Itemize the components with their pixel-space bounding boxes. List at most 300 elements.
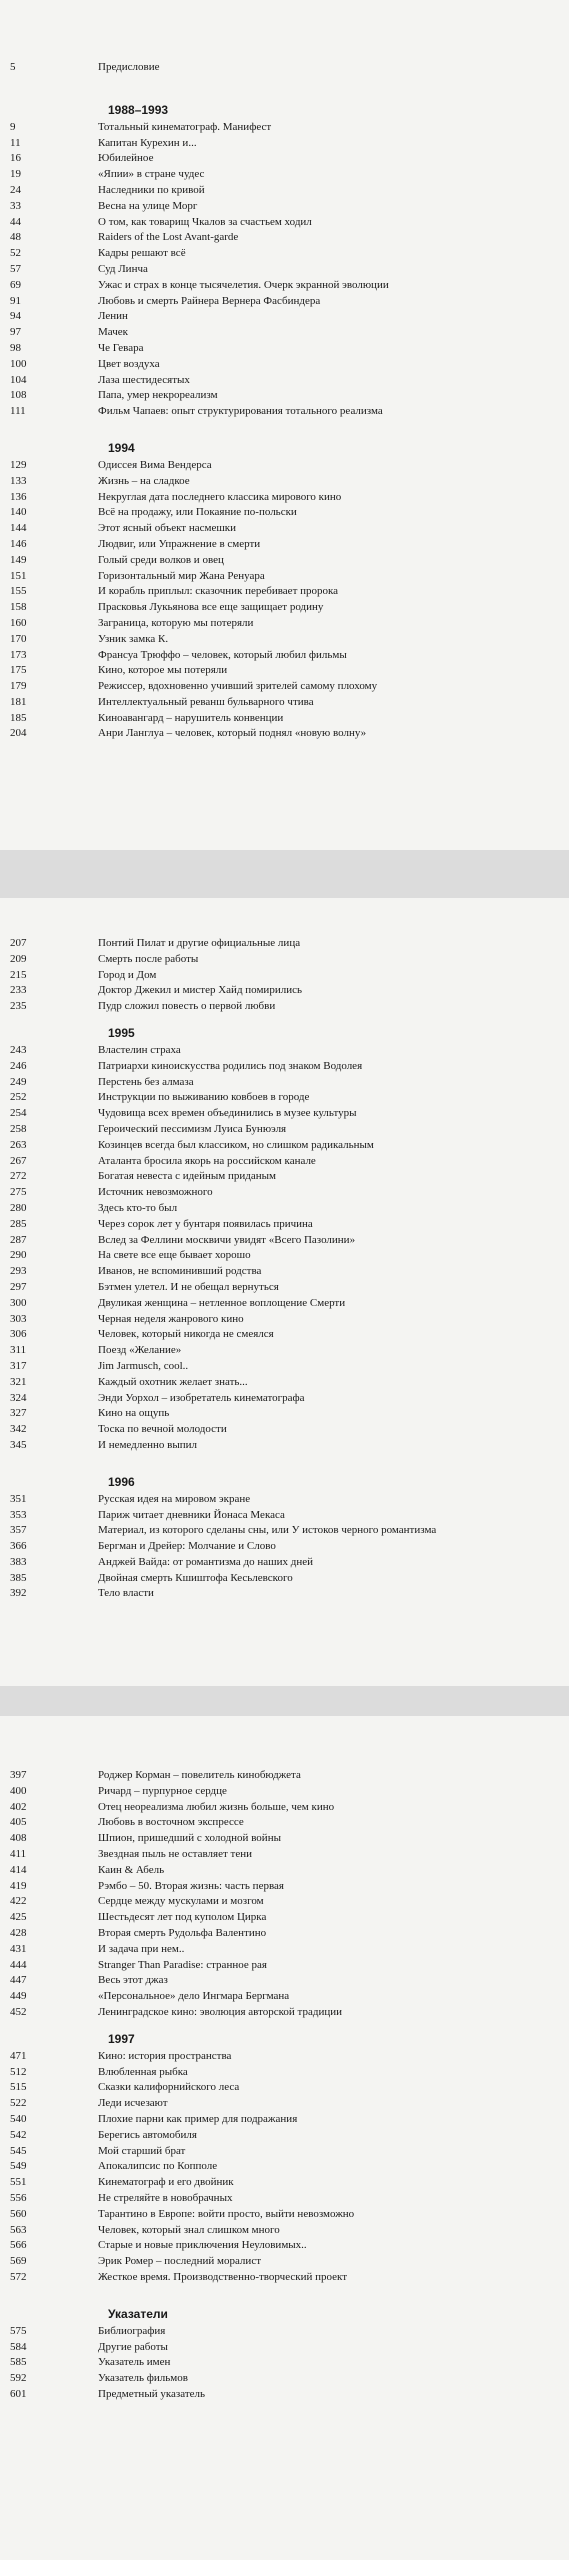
entry-title: Другие работы — [98, 2340, 168, 2353]
section-heading: 1994 — [108, 440, 135, 455]
toc-entry — [10, 2207, 569, 2223]
entry-title: Леди исчезают — [98, 2097, 168, 2110]
page-number: 383 — [10, 1555, 27, 1568]
entry-title: Двойная смерть Кшиштофа Кесьлевского — [98, 1571, 293, 1584]
page-number: 215 — [10, 968, 27, 981]
toc-entry — [10, 1075, 569, 1091]
toc-entry — [10, 2144, 569, 2160]
page-3-content — [10, 1768, 569, 2403]
page-number: 173 — [10, 648, 27, 661]
entry-title: Мой старший брат — [98, 2144, 186, 2157]
toc-entry — [10, 490, 569, 506]
entry-title: Некруглая дата последнего классика мирового кино — [98, 490, 342, 503]
toc-entry — [10, 388, 569, 404]
toc-entry — [10, 1406, 569, 1422]
page-2 — [0, 898, 569, 1686]
entry-title: Raiders of the Lost Avant-garde — [98, 231, 239, 244]
toc-entry — [10, 167, 569, 183]
entry-title: Рэмбо – 50. Вторая жизнь: часть первая — [98, 1879, 284, 1892]
entry-title: Указатель имен — [98, 2356, 171, 2369]
toc-entry — [10, 553, 569, 569]
page-number: 366 — [10, 1540, 27, 1553]
section-heading: Указатели — [108, 2306, 168, 2321]
page-number: 321 — [10, 1375, 27, 1388]
toc-entry — [10, 2254, 569, 2270]
entry-title: Властелин страха — [98, 1043, 181, 1056]
page-number: 592 — [10, 2372, 27, 2385]
entry-title: Указатель фильмов — [98, 2372, 188, 2385]
entry-title: Jim Jarmusch, cool.. — [98, 1359, 189, 1372]
toc-entry — [10, 1847, 569, 1863]
toc-entry — [10, 151, 569, 167]
page-number: 306 — [10, 1328, 27, 1341]
page-number: 48 — [10, 231, 21, 244]
page-number: 179 — [10, 680, 27, 693]
page-number: 575 — [10, 2324, 27, 2337]
toc-section — [10, 2029, 569, 2286]
page-number: 287 — [10, 1233, 27, 1246]
toc-entry — [10, 1942, 569, 1958]
toc-entry — [10, 2270, 569, 2286]
toc-entry — [10, 1815, 569, 1831]
section-heading: 1996 — [108, 1474, 135, 1489]
page-3-sections — [10, 2029, 569, 2403]
toc-entry — [10, 2112, 569, 2128]
toc-entry — [10, 1122, 569, 1138]
entry-title: Мачек — [98, 326, 128, 339]
page-number: 69 — [10, 278, 21, 291]
toc-entry — [10, 1391, 569, 1407]
toc-entry — [10, 1586, 569, 1602]
entry-title: Прасковья Лукьянова все еще защищает родину — [98, 601, 324, 614]
entry-title: Влюбленная рыбка — [98, 2065, 188, 2078]
page-number: 542 — [10, 2128, 27, 2141]
toc-entry — [10, 2191, 569, 2207]
page-number: 19 — [10, 168, 21, 181]
page-number: 425 — [10, 1911, 27, 1924]
toc-entry — [10, 2096, 569, 2112]
page-number: 311 — [10, 1344, 27, 1357]
entry-title: Stranger Than Paradise: странное рая — [98, 1958, 267, 1971]
page-number: 584 — [10, 2340, 27, 2353]
toc-entry — [10, 1571, 569, 1587]
page-number: 5 — [10, 61, 16, 73]
page-number: 560 — [10, 2207, 27, 2220]
toc-entry — [10, 294, 569, 310]
entry-title: Черная неделя жанрового кино — [98, 1312, 244, 1325]
toc-entry — [10, 1359, 569, 1375]
page-number: 170 — [10, 632, 27, 645]
entry-title: Шестьдесят лет под куполом Цирка — [98, 1911, 267, 1924]
page-number: 24 — [10, 183, 21, 196]
page-number: 98 — [10, 341, 21, 354]
toc-entry — [10, 1422, 569, 1438]
page-number: 280 — [10, 1201, 27, 1214]
entry-title: Узник замка К. — [98, 632, 169, 645]
page-number: 144 — [10, 522, 27, 535]
page-number: 272 — [10, 1170, 27, 1183]
entry-title: Человек, который знал слишком много — [98, 2223, 280, 2236]
entry-title: Берегись автомобиля — [98, 2128, 197, 2141]
toc-section — [10, 1023, 569, 1454]
entry-title: Аталанта бросила якорь на российском канале — [98, 1154, 316, 1167]
entry-title: Пудр сложил повесть о первой любви — [98, 1000, 276, 1013]
toc-entry — [10, 505, 569, 521]
entry-title: Жесткое время. Производственно-творческий проект — [98, 2270, 348, 2283]
page-number: 104 — [10, 373, 27, 386]
page-number: 175 — [10, 664, 27, 677]
entry-title: Весь этот джаз — [98, 1974, 168, 1987]
toc-entry — [10, 1879, 569, 1895]
entry-title: Отец неореализма любил жизнь больше, чем кино — [98, 1800, 335, 1813]
page-number: 566 — [10, 2239, 27, 2252]
page-number: 601 — [10, 2387, 27, 2400]
entry-title: Город и Дом — [98, 968, 157, 981]
entry-title: Энди Уорхол – изобретатель кинематографа — [98, 1391, 305, 1404]
page-number: 267 — [10, 1154, 27, 1167]
entry-title: Сказки калифорнийского леса — [98, 2081, 240, 2094]
page-number: 540 — [10, 2112, 27, 2125]
toc-entry — [10, 679, 569, 695]
entry-title: Париж читает дневники Йонаса Мекаса — [98, 1508, 285, 1521]
page-number: 16 — [10, 152, 21, 165]
page-number: 155 — [10, 585, 27, 598]
toc-entry — [10, 1296, 569, 1312]
page-number: 108 — [10, 389, 27, 402]
page-number: 149 — [10, 553, 27, 566]
toc-entry — [10, 2324, 569, 2340]
entry-title: Кино, которое мы потеряли — [98, 664, 228, 677]
entry-title: Юбилейное — [98, 152, 154, 165]
toc-entry — [10, 1169, 569, 1185]
toc-entry — [10, 1438, 569, 1454]
entry-title: Кадры решают всё — [98, 247, 186, 260]
toc-entry — [10, 1264, 569, 1280]
toc-entry — [10, 2340, 569, 2356]
page-number: 545 — [10, 2144, 27, 2157]
toc-entry — [10, 1043, 569, 1059]
toc-entry — [10, 1989, 569, 2005]
toc-entry — [10, 1154, 569, 1170]
toc-entry — [10, 1768, 569, 1784]
page-number: 585 — [10, 2356, 27, 2369]
page-number: 254 — [10, 1107, 27, 1120]
toc-entry — [10, 458, 569, 474]
toc-section — [10, 100, 569, 420]
toc-entry — [10, 537, 569, 553]
toc-entry — [10, 2080, 569, 2096]
entry-title: Вторая смерть Рудольфа Валентино — [98, 1926, 267, 1939]
entry-title: Иванов, не вспоминивший родства — [98, 1265, 262, 1278]
entry-title: Через сорок лет у бунтаря появилась причина — [98, 1217, 313, 1230]
entry-title: Горизонтальный мир Жана Ренуара — [98, 569, 265, 582]
page-3 — [0, 1716, 569, 2560]
entry-title: Людвиг, или Упражнение в смерти — [98, 537, 261, 550]
page-number: 444 — [10, 1958, 27, 1971]
page-number: 91 — [10, 294, 21, 307]
entry-title: Кино на ощупь — [98, 1407, 170, 1420]
page-number: 549 — [10, 2160, 27, 2173]
toc-entry — [10, 474, 569, 490]
entry-title: Смерть после работы — [98, 952, 199, 965]
page-number: 158 — [10, 601, 27, 614]
page-number: 252 — [10, 1091, 27, 1104]
entry-title: Любовь в восточном экспрессе — [98, 1816, 244, 1829]
page-number: 324 — [10, 1391, 27, 1404]
toc-entry — [10, 1958, 569, 1974]
entry-title: Жизнь – на сладкое — [98, 474, 190, 487]
page-number: 392 — [10, 1587, 27, 1600]
toc-entry — [10, 2223, 569, 2239]
page-1 — [0, 0, 569, 850]
entry-title: Анри Ланглуа – человек, который поднял «новую волну» — [98, 727, 367, 740]
entry-title: Эрик Ромер – последний моралист — [98, 2255, 262, 2268]
entry-title: Бэтмен улетел. И не обещал вернуться — [98, 1280, 279, 1293]
page-number: 303 — [10, 1312, 27, 1325]
toc-entry — [10, 1894, 569, 1910]
toc-entry — [10, 1106, 569, 1122]
toc-entry — [10, 120, 569, 136]
page-number: 428 — [10, 1926, 27, 1939]
entry-title: Цвет воздуха — [98, 357, 160, 370]
toc-entry — [10, 357, 569, 373]
toc-entry — [10, 2065, 569, 2081]
toc-entry — [10, 373, 569, 389]
toc-entry — [10, 1138, 569, 1154]
toc-entry — [10, 936, 569, 952]
entry-title: Франсуа Трюффо – человек, который любил фильмы — [98, 648, 347, 661]
page-number: 522 — [10, 2097, 27, 2110]
page-number: 129 — [10, 458, 27, 471]
page-number: 160 — [10, 616, 27, 629]
entry-title: Этот ясный объект насмешки — [98, 522, 237, 535]
page-number: 136 — [10, 490, 27, 503]
page-number: 351 — [10, 1492, 27, 1505]
page-number: 405 — [10, 1816, 27, 1829]
toc-entry — [10, 2128, 569, 2144]
entry-title: Анджей Вайда: от романтизма до наших дней — [98, 1555, 314, 1568]
toc-entry — [10, 1539, 569, 1555]
page-number: 258 — [10, 1122, 27, 1135]
entry-title: Здесь кто-то был — [98, 1201, 178, 1214]
page-number: 111 — [10, 405, 26, 418]
page-number: 449 — [10, 1990, 27, 2003]
entry-title: Папа, умер некрореализм — [98, 389, 218, 402]
entry-title: Сердце между мускулами и мозгом — [98, 1895, 264, 1908]
entry-title: Суд Линча — [98, 262, 148, 275]
page-2-leading-list — [10, 936, 569, 1015]
page-number: 243 — [10, 1043, 27, 1056]
entry-title: Библиография — [98, 2324, 166, 2337]
toc-entry — [10, 2049, 569, 2065]
toc-entry — [10, 1800, 569, 1816]
entry-title: Фильм Чапаев: опыт структурирования тотального реализма — [98, 405, 383, 418]
entry-title: И корабль приплыл: сказочник перебивает пророка — [98, 585, 339, 598]
page-number: 515 — [10, 2081, 27, 2094]
toc-entry — [10, 2387, 569, 2403]
toc-entry — [10, 1280, 569, 1296]
page-number: 44 — [10, 215, 21, 228]
page-number: 569 — [10, 2255, 27, 2268]
page-1-sections — [10, 100, 569, 742]
entry-title: Патриархи киноискусства родились под знаком Водолея — [98, 1059, 363, 1072]
toc-entry — [10, 1926, 569, 1942]
section-heading: 1997 — [108, 2031, 135, 2046]
entry-title: Двуликая женщина – нетленное воплощение Смерти — [98, 1296, 346, 1309]
toc-entry — [10, 2355, 569, 2371]
page-number: 246 — [10, 1059, 27, 1072]
entry-title: «Персональное» дело Ингмара Бергмана — [98, 1990, 290, 2003]
page-number: 572 — [10, 2270, 27, 2283]
entry-title: Не стреляйте в новобрачных — [98, 2191, 233, 2204]
page-2-sections — [10, 1023, 569, 1602]
page-number: 9 — [10, 120, 16, 133]
page-number: 342 — [10, 1423, 27, 1436]
page-number: 353 — [10, 1508, 27, 1521]
toc-entry — [10, 1555, 569, 1571]
toc-entry — [10, 1343, 569, 1359]
page-number: 297 — [10, 1280, 27, 1293]
entry-title: Кино: история пространства — [98, 2049, 232, 2062]
toc-entry — [10, 726, 569, 742]
entry-title: Тоска по вечной молодости — [98, 1423, 227, 1436]
page-2-content — [10, 936, 569, 1602]
page-number: 146 — [10, 537, 27, 550]
toc-entry — [10, 1217, 569, 1233]
toc-entry — [10, 1327, 569, 1343]
entry-title: Голый среди волков и овец — [98, 553, 224, 566]
toc-entry — [10, 1233, 569, 1249]
toc-entry — [10, 1508, 569, 1524]
entry-title: Ленинградское кино: эволюция авторской традиции — [98, 2005, 342, 2018]
entry-title: Инструкции по выживанию ковбоев в городе — [98, 1091, 310, 1104]
page-number: 402 — [10, 1800, 27, 1813]
page-number: 345 — [10, 1438, 27, 1451]
toc-entry — [10, 1201, 569, 1217]
toc-entry — [10, 2371, 569, 2387]
page-number: 185 — [10, 711, 27, 724]
page-number: 11 — [10, 136, 21, 149]
entry-title: На свете все еще бывает хорошо — [98, 1249, 251, 1262]
page-number: 249 — [10, 1075, 27, 1088]
entry-title: Богатая невеста с идейным приданым — [98, 1170, 276, 1183]
toc-entry — [10, 663, 569, 679]
entry-title: Героический пессимизм Луиса Бунюэля — [98, 1122, 287, 1135]
entry-title: Че Гевара — [98, 341, 144, 354]
entry-title: Любовь и смерть Райнера Вернера Фасбиндера — [98, 294, 321, 307]
toc-entry — [10, 1523, 569, 1539]
entry-title: Каин & Абель — [98, 1863, 165, 1876]
toc-entry — [10, 341, 569, 357]
page-number: 422 — [10, 1895, 27, 1908]
entry-title: Режиссер, вдохновенно учивший зрителей самому плохому — [98, 680, 378, 693]
toc-entry — [10, 1863, 569, 1879]
page-number: 551 — [10, 2176, 27, 2189]
entry-title: Материал, из которого сделаны сны, или У истоков черного романтизма — [98, 1524, 437, 1537]
entry-title: Каждый охотник желает знать... — [98, 1375, 248, 1388]
page-number: 207 — [10, 937, 27, 949]
page-number: 411 — [10, 1847, 27, 1860]
toc-entry — [10, 2005, 569, 2021]
entry-title: Кинематограф и его двойник — [98, 2176, 234, 2189]
entry-title: Понтий Пилат и другие официальные лица — [98, 937, 301, 949]
page-number: 263 — [10, 1138, 27, 1151]
entry-title: «Япии» в стране чудес — [98, 168, 205, 181]
entry-title: Поезд «Желание» — [98, 1344, 182, 1357]
entry-title: Заграница, которую мы потеряли — [98, 616, 254, 629]
page-number: 97 — [10, 326, 21, 339]
toc-entry — [10, 230, 569, 246]
page-number: 397 — [10, 1769, 27, 1781]
entry-title: Ленин — [98, 310, 128, 323]
entry-title: И задача при нем.. — [98, 1942, 185, 1955]
toc-entry — [10, 999, 569, 1015]
entry-title: Бергман и Дрейер: Молчание и Слово — [98, 1540, 276, 1553]
page-1-content — [10, 60, 569, 742]
toc-entry — [10, 1312, 569, 1328]
toc-section — [10, 420, 569, 742]
page-number: 233 — [10, 984, 27, 997]
toc-entry — [10, 584, 569, 600]
entry-title: Звездная пыль не оставляет тени — [98, 1847, 253, 1860]
page-number: 285 — [10, 1217, 27, 1230]
page-number: 275 — [10, 1186, 27, 1199]
page-number: 400 — [10, 1784, 27, 1797]
entry-title: Одиссея Вима Вендерса — [98, 458, 212, 471]
toc-entry — [10, 325, 569, 341]
entry-title: Предисловие — [98, 61, 160, 73]
toc-entry — [10, 2175, 569, 2191]
toc-entry — [10, 278, 569, 294]
entry-title: Предметный указатель — [98, 2387, 206, 2400]
entry-title: Плохие парни как пример для подражания — [98, 2112, 298, 2125]
page-number: 471 — [10, 2049, 27, 2062]
page-number: 563 — [10, 2223, 27, 2236]
toc-entry-preface — [10, 60, 569, 76]
entry-title: Ричард – пурпурное сердце — [98, 1784, 227, 1797]
toc-entry — [10, 1784, 569, 1800]
entry-title: Чудовища всех времен объединились в музее культуры — [98, 1107, 357, 1120]
toc-entry — [10, 616, 569, 632]
entry-title: Роджер Корман – повелитель кинобюджета — [98, 1769, 301, 1781]
page-3-leading-list — [10, 1768, 569, 2021]
toc-entry — [10, 1090, 569, 1106]
entry-title: Лаза шестидесятых — [98, 373, 190, 386]
toc-entry — [10, 632, 569, 648]
entry-title: Всё на продажу, или Покаяние по-польски — [98, 506, 297, 519]
toc-entry — [10, 711, 569, 727]
toc-entry — [10, 569, 569, 585]
entry-title: О том, как товарищ Чкалов за счастьем ходил — [98, 215, 312, 228]
entry-title: Перстень без алмаза — [98, 1075, 194, 1088]
toc-section — [10, 2286, 569, 2403]
entry-title: Доктор Джекил и мистер Хайд помирились — [98, 984, 302, 997]
page-number: 94 — [10, 310, 21, 323]
entry-title: Капитан Курехин и... — [98, 136, 197, 149]
toc-entry — [10, 648, 569, 664]
section-heading: 1988–1993 — [108, 102, 169, 117]
page-number: 556 — [10, 2191, 27, 2204]
entry-title: Весна на улице Морг — [98, 199, 198, 212]
toc-entry — [10, 1910, 569, 1926]
toc-entry — [10, 1973, 569, 1989]
entry-title: Ужас и страх в конце тысячелетия. Очерк экранной эволюции — [98, 278, 389, 291]
page-number: 57 — [10, 262, 21, 275]
entry-title: Киноавангард – нарушитель конвенции — [98, 711, 284, 724]
entry-title: Тело власти — [98, 1587, 154, 1600]
entry-title: Козинцев всегда был классиком, но слишком радикальным — [98, 1138, 374, 1151]
page-number: 512 — [10, 2065, 27, 2078]
